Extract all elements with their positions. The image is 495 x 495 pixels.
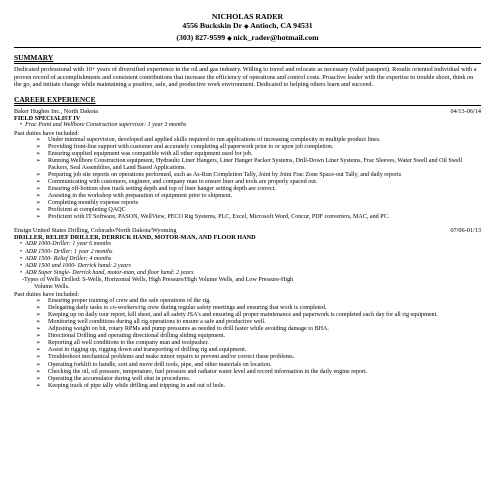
contact-line xyxy=(14,33,481,44)
duty-item: ➢ Ensuring proper training of crew and the safe operations of the rig. xyxy=(36,298,481,305)
summary-section xyxy=(14,54,481,88)
duties-list xyxy=(14,137,481,222)
duty-item: ➢ Reporting all well conditions to the company man and toolpusher. xyxy=(36,340,481,347)
duty-item: ➢ Proficient with IT Software, PASON, WellView, PECO Rig Systems, PLC, Excel, Microsoft Word, Concur, PDF converters, MAC, and PC. xyxy=(36,214,481,221)
street-address: 4556 Buckskin Dr xyxy=(182,21,242,31)
job-note: • ADR 1500- Driller: 1 year 2 months xyxy=(14,249,481,256)
job-note: • Frac Point and Wellbore Construction supervisor: 1 year 3 months xyxy=(14,122,481,129)
job-note: • ADR 1000-Driller: 1 year 6 months xyxy=(14,241,481,248)
duty-item: ➢ Troubleshoot mechanical problems and make minor repairs to prevent and/or correct these problems. xyxy=(36,354,481,361)
header-divider xyxy=(14,47,481,48)
duty-item: ➢ Ensuring supplied equipment was compatible with all other equipment used for job. xyxy=(36,151,481,158)
duties-list xyxy=(14,298,481,390)
duty-item: ➢ Delegating daily tasks to co-workers/rig crew during regular safety meetings and ensuring that work is completed. xyxy=(36,305,481,312)
duty-item: ➢ Communicating with customers, engineer, and company man to ensure liner and tools are properly spaced out. xyxy=(36,179,481,186)
job-note: • ADR 1500- Relief Driller: 4 months xyxy=(14,256,481,263)
job-entry xyxy=(14,227,481,390)
job-header xyxy=(14,108,481,115)
wells-drilled-line: -Types of Wells Drilled: S-Wells, Horizontal Wells, High Pressure/High Volume Wells, and Low Pressure-High xyxy=(22,276,294,283)
duty-item: ➢ Assisting in the workshop with preparation of equipment prior to shipment. xyxy=(36,193,481,200)
duty-item: ➢ Monitoring well conditions during all rig operations to ensure a safe and productive well. xyxy=(36,319,481,326)
job-entry xyxy=(14,108,481,221)
duty-item: ➢ Completing monthly expense reports xyxy=(36,200,481,207)
resume-page xyxy=(14,0,481,495)
job-note: • ADR Super Single- Derrick hand, motor-man, and floor hand: 2 years xyxy=(14,270,481,277)
address-line xyxy=(14,21,481,32)
job-title: DRILLER, RELIEF DRILLER, DERRICK HAND, MOTOR-MAN, AND FLOOR HAND xyxy=(14,234,256,242)
duty-item: ➢ Preparing job site reports on operations performed, such as As-Run Completion Tally, Joint by Joint Frac Zone Space-out Tally, and daily reports xyxy=(36,172,481,179)
duty-item: ➢ Keeping up on daily tour report, kill sheet, and all safety JSA's and ensuring all proper maintenance and paperwork is completed each day for all rig equipment. xyxy=(36,312,481,319)
experience-heading: CAREER EXPERIENCE xyxy=(14,95,96,105)
candidate-name: NICHOLAS RADER xyxy=(211,12,284,21)
company-name: Baker Hughes Inc., North Dakota xyxy=(14,108,99,116)
duty-item: ➢ Checking the oil, oil pressure, temperature, fuel pressure and radiator water level and record information in the daily engine report. xyxy=(36,369,481,376)
company-name: Ensign United States Drilling, Colorado/North Dakota/Wyoming xyxy=(14,227,177,235)
email-address: nick_rader@hotmail.com xyxy=(233,32,319,42)
job-dates: 07/06-01/13 xyxy=(450,227,481,235)
resume-header xyxy=(14,12,481,48)
summary-divider xyxy=(14,63,481,64)
duty-item: ➢ Running Wellbore Construction equipment, Hydraulic Liner Hangers, Liner Hanger Packer Systems, Drill-Down Liner Systems, Frac Sleeves, Water Swell and Oil Swell Packers, Seal Assemblies, and Land Based Applications. xyxy=(36,158,481,172)
job-header xyxy=(14,227,481,234)
diamond-icon: ◆ xyxy=(243,24,251,31)
duty-item: ➢ Providing front-line support with customer and accurately completing all paperwork prior to or upon job completion. xyxy=(36,144,481,151)
city-state-zip: Antioch, CA 94531 xyxy=(250,21,313,31)
duty-item: ➢ Proficient at completing QAQC xyxy=(36,207,481,214)
diamond-icon: ◆ xyxy=(227,35,234,42)
duty-item: ➢ Operating forklift to handle, sort and move drill tools, pipe, and other materials on location. xyxy=(36,362,481,369)
summary-heading: SUMMARY xyxy=(14,53,54,63)
phone-number: (303) 827-9599 xyxy=(176,32,226,42)
job-note: • ADR 1500 and 1000- Derrick hand: 2 years xyxy=(14,263,481,270)
job-dates: 04/13-06/14 xyxy=(450,108,481,116)
duty-item: ➢ Under minimal supervision, developed and applied skills required to run applications of increasing complexity in multiple product lines. xyxy=(36,137,481,144)
duty-item: ➢ Ensuring off-bottom shoe track setting depth and top of liner hanger setting depth are correct. xyxy=(36,186,481,193)
duty-item: ➢ Directional Drilling and operating directional drilling sliding equipment. xyxy=(36,333,481,340)
experience-section xyxy=(14,96,481,390)
duties-label: Past duties have included: xyxy=(14,291,80,299)
experience-divider xyxy=(14,105,481,106)
job-title: FIELD SPECIALIST IV xyxy=(14,115,81,123)
duties-label: Past duties have included: xyxy=(14,129,80,137)
duty-item: ➢ Operating the accumulator during well shut in procedures. xyxy=(36,376,481,383)
summary-text: Dedicated professional with 10+ years of diversified experience in the oil and gas industry. Willing to travel and relocate as necessary (valid passport). Results oriented individual with a proven record of accomplishments and consistent contributions that increase the efficiency of operations and control costs. Proactive leader with the expertise to trouble shoot, think on the go, and initiate change while maintaining a positive, safe, and productive work environment. Dedicated to helping others learn and succeed. xyxy=(14,66,477,88)
duty-item: ➢ Keeping track of pipe tally while drilling and tripping in and out of hole. xyxy=(36,383,481,390)
duty-item: ➢ Assist in rigging up, rigging down and transporting of drilling rig and equipment. xyxy=(36,347,481,354)
wells-drilled-line: Volume Wells. xyxy=(34,283,70,290)
duty-item: ➢ Adjusting weight on bit, rotary RPMs and pump pressures as needed to drill faster while avoiding damage to BHA. xyxy=(36,326,481,333)
